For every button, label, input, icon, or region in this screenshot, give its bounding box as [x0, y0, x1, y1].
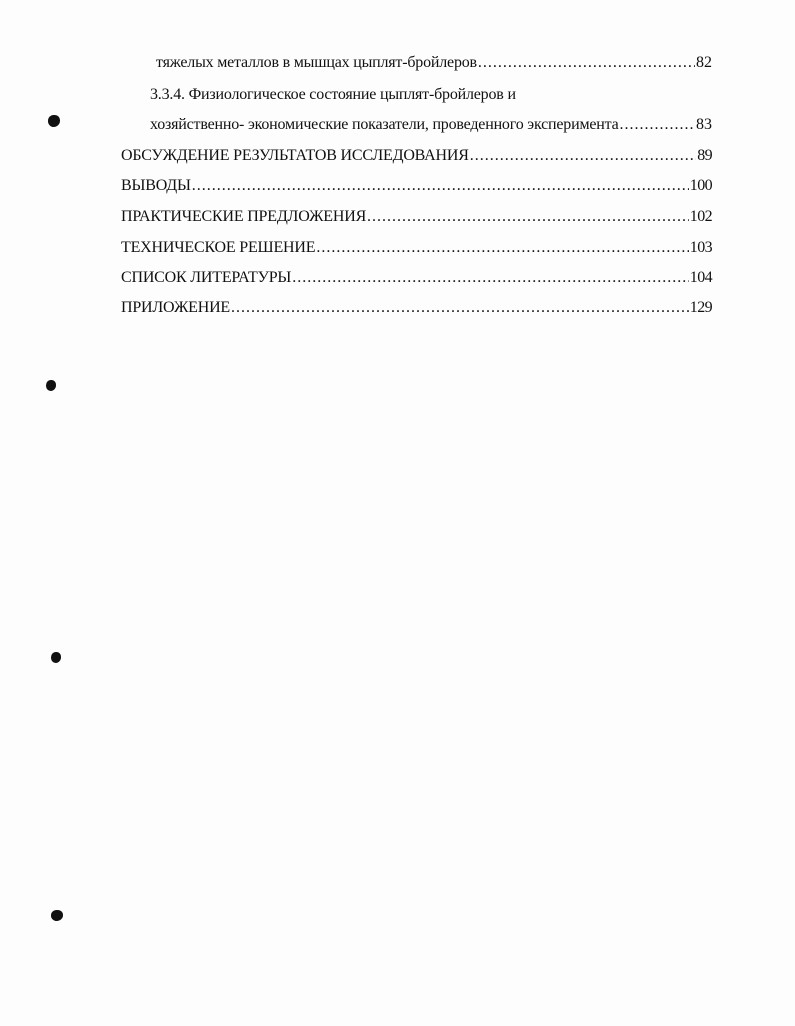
toc-entry-practical-proposals	[121, 207, 712, 227]
toc-entry-section-3-3-4	[150, 85, 516, 105]
toc-entry-text: ПРИЛОЖЕНИЕ	[121, 299, 231, 316]
toc-page-number: 89	[697, 147, 712, 164]
toc-leader-dots	[316, 238, 688, 258]
toc-entry-references	[121, 268, 712, 288]
toc-leader-dots	[470, 146, 697, 166]
toc-entry-text: ВЫВОДЫ	[121, 177, 191, 194]
toc-entry-appendix	[121, 298, 712, 318]
toc-entry-discussion	[121, 146, 712, 166]
toc-page-number: 129	[689, 299, 712, 316]
binding-hole-mark	[51, 910, 63, 921]
toc-leader-dots	[478, 53, 695, 73]
toc-entry-text: тяжелых металлов в мышцах цыплят-бройлеров	[156, 54, 477, 71]
toc-entry-economic-indicators	[150, 115, 712, 135]
binding-hole-mark	[51, 652, 61, 663]
toc-page-number: 102	[689, 208, 712, 225]
toc-entry-text: 3.3.4. Физиологическое состояние цыплят-бройлеров и	[150, 86, 516, 103]
toc-page-number: 103	[689, 239, 712, 256]
toc-leader-dots	[620, 115, 695, 135]
toc-entry-technical-solution	[121, 238, 712, 258]
toc-page-number: 83	[696, 116, 712, 133]
toc-page-number: 82	[696, 54, 712, 71]
toc-leader-dots	[192, 176, 689, 196]
toc-entry-conclusions	[121, 176, 712, 196]
toc-page-number: 100	[689, 177, 712, 194]
toc-page-number: 104	[689, 269, 712, 286]
toc-entry-text: ОБСУЖДЕНИЕ РЕЗУЛЬТАТОВ ИССЛЕДОВАНИЯ	[121, 147, 469, 164]
toc-entry-text: СПИСОК ЛИТЕРАТУРЫ	[121, 269, 292, 286]
toc-leader-dots	[231, 298, 689, 318]
toc-entry-text: ПРАКТИЧЕСКИЕ ПРЕДЛОЖЕНИЯ	[121, 208, 367, 225]
toc-entry-text: хозяйственно- экономические показатели, проведенного эксперимента	[150, 116, 619, 133]
binding-hole-mark	[46, 380, 56, 391]
toc-leader-dots	[367, 207, 689, 227]
binding-hole-mark	[48, 115, 60, 127]
toc-entry-text: ТЕХНИЧЕСКОЕ РЕШЕНИЕ	[121, 239, 316, 256]
toc-leader-dots	[292, 268, 689, 288]
toc-entry-heavy-metals	[156, 53, 712, 73]
